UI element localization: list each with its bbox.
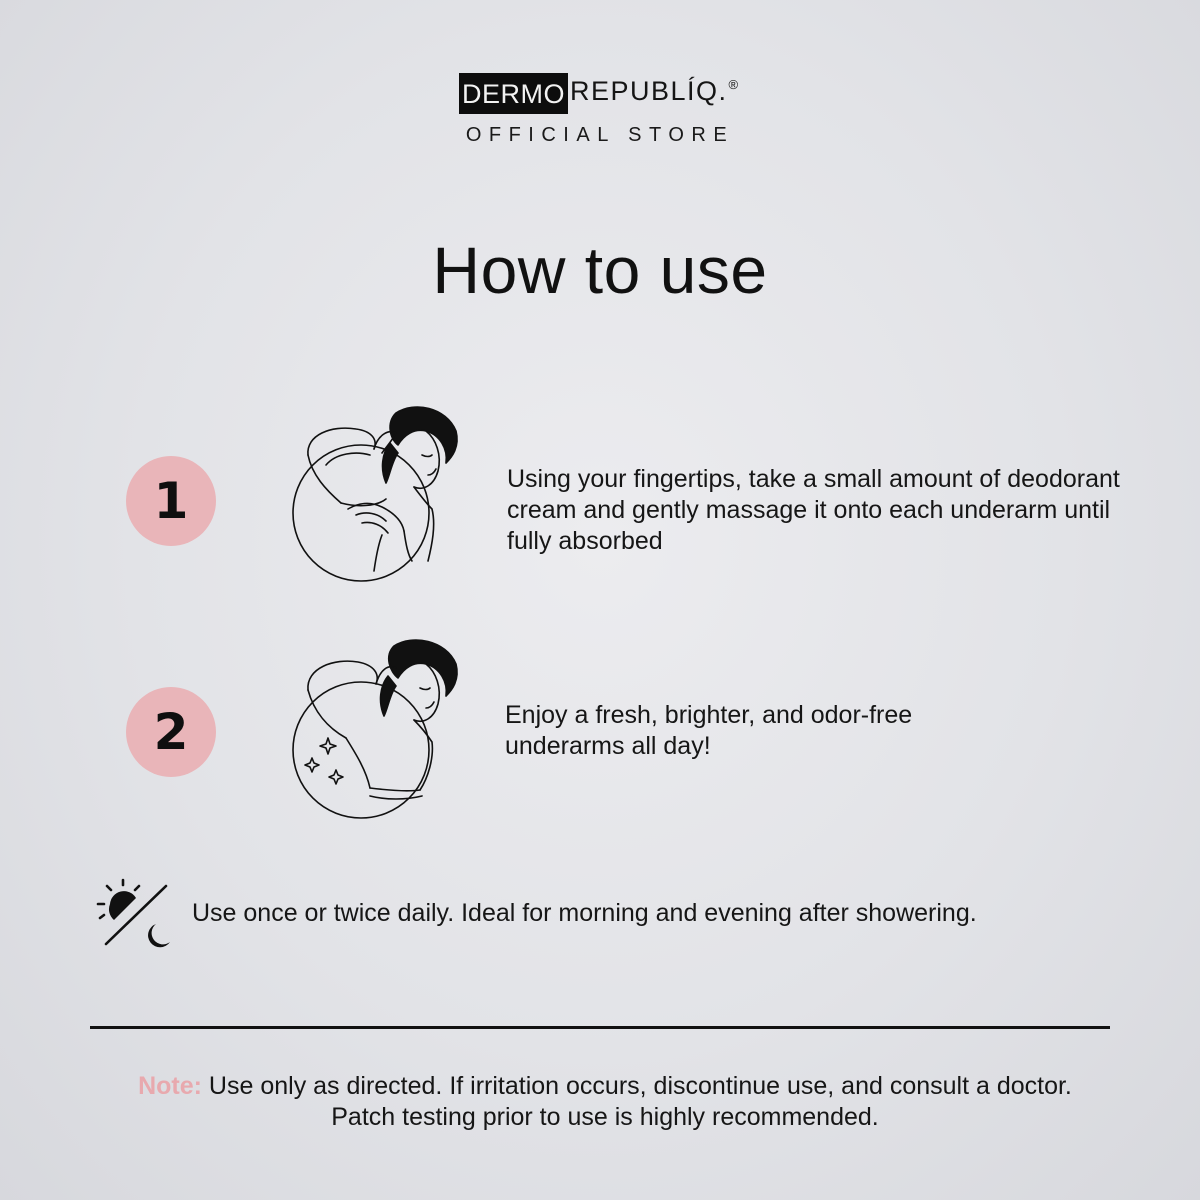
logo-republiq	[568, 70, 740, 117]
logo-republiq-text: REPUBLÍQ.	[570, 75, 728, 106]
step-2-text: Enjoy a fresh, brighter, and odor-free underarms all day!	[505, 701, 913, 760]
woman-fresh-underarm-illustration	[286, 630, 466, 830]
registered-mark: ®	[728, 76, 740, 92]
logo-dermo: DERMO	[459, 73, 568, 114]
official-store-label: OFFICIAL STORE	[465, 124, 735, 146]
page-title: How to use	[432, 233, 768, 307]
note-line-1	[40, 1071, 1170, 1102]
note-line-1-text: Use only as directed. If irritation occurs, discontinue use, and consult a doctor.	[201, 1072, 1072, 1100]
step-1-text: Using your fingertips, take a small amount of deodorant cream and gently massage it onto each underarm until fully absorbed	[507, 465, 1120, 555]
disclaimer-note	[40, 1071, 1170, 1133]
note-label: Note:	[138, 1072, 202, 1100]
usage-frequency-text: Use once or twice daily. Ideal for morning and evening after showering.	[192, 899, 977, 927]
sun-moon-icon	[94, 878, 176, 950]
note-line-2: Patch testing prior to use is highly recommended.	[331, 1103, 879, 1131]
step-1-number-badge: 1	[126, 456, 216, 546]
brand-logo	[459, 72, 740, 114]
step-2-number-badge: 2	[126, 687, 216, 777]
divider	[90, 1026, 1110, 1029]
woman-applying-cream-illustration	[286, 395, 466, 595]
